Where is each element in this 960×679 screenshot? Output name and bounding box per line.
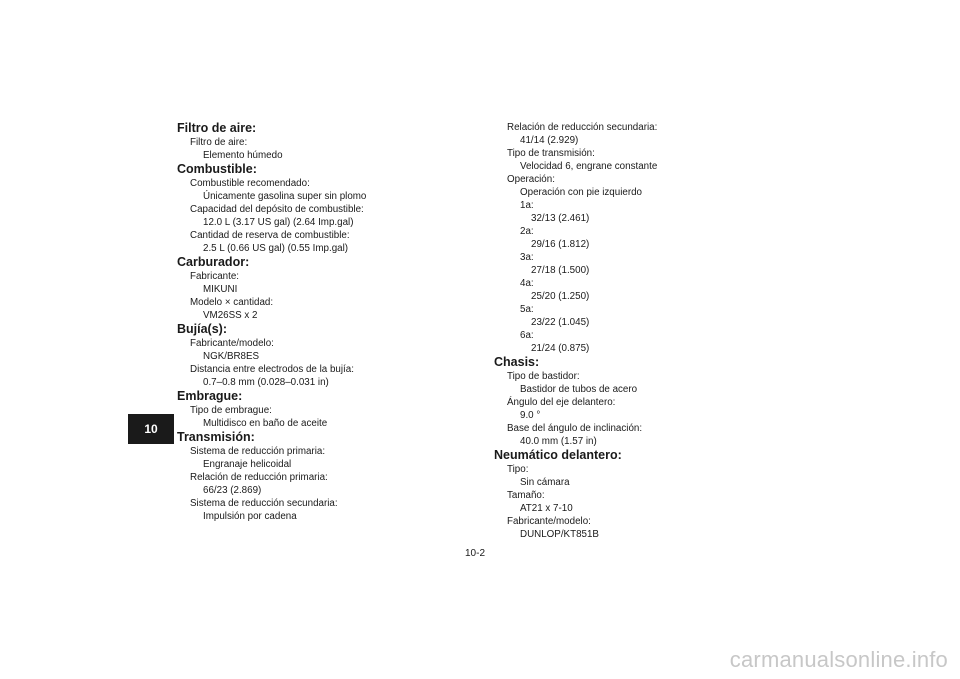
spec-value: 12.0 L (3.17 US gal) (2.64 Imp.gal)	[203, 217, 354, 228]
spec-value: 0.7–0.8 mm (0.028–0.031 in)	[203, 377, 329, 388]
spec-value: Bastidor de tubos de acero	[520, 384, 638, 395]
spec-label: Operación:	[507, 174, 555, 185]
spec-value: Impulsión por cadena	[203, 511, 297, 522]
spec-label: Base del ángulo de inclinación:	[507, 423, 643, 434]
spec-label: Relación de reducción primaria:	[190, 472, 328, 483]
spec-value: 2a:	[520, 226, 534, 237]
watermark: carmanualsonline.info	[729, 647, 948, 672]
spec-label: Tipo:	[507, 464, 529, 475]
section-title: Neumático delantero:	[494, 448, 622, 462]
spec-value: Multidisco en baño de aceite	[203, 418, 328, 429]
spec-label: Cantidad de reserva de combustible:	[190, 230, 350, 241]
spec-value: 5a:	[520, 304, 534, 315]
spec-value: 3a:	[520, 252, 534, 263]
spec-value: 41/14 (2.929)	[520, 135, 579, 146]
spec-label: Sistema de reducción secundaria:	[190, 498, 338, 509]
spec-value: 40.0 mm (1.57 in)	[520, 436, 597, 447]
spec-value: 21/24 (0.875)	[531, 343, 590, 354]
spec-value: 29/16 (1.812)	[531, 239, 590, 250]
spec-label: Fabricante:	[190, 271, 240, 282]
chapter-tab: 10	[128, 414, 174, 444]
spec-value: Engranaje helicoidal	[203, 459, 292, 470]
spec-value: 27/18 (1.500)	[531, 265, 590, 276]
spec-column-right	[494, 121, 774, 541]
spec-label: Relación de reducción secundaria:	[507, 122, 658, 133]
spec-label: Capacidad del depósito de combustible:	[190, 204, 364, 215]
section-title: Filtro de aire:	[177, 121, 257, 135]
spec-label: Fabricante/modelo:	[190, 338, 274, 349]
spec-value: 6a:	[520, 330, 534, 341]
spec-value: Únicamente gasolina super sin plomo	[203, 191, 367, 202]
spec-column-left	[177, 121, 457, 523]
spec-value: 25/20 (1.250)	[531, 291, 590, 302]
spec-label: Sistema de reducción primaria:	[190, 446, 326, 457]
spec-value: 1a:	[520, 200, 534, 211]
spec-label: Tipo de embrague:	[190, 405, 272, 416]
spec-value: 2.5 L (0.66 US gal) (0.55 Imp.gal)	[203, 243, 349, 254]
spec-value: 23/22 (1.045)	[531, 317, 590, 328]
spec-value: Sin cámara	[520, 477, 570, 488]
spec-value: Operación con pie izquierdo	[520, 187, 642, 198]
section-title: Combustible:	[177, 162, 257, 176]
spec-label: Distancia entre electrodos de la bujía:	[190, 364, 354, 375]
spec-label: Modelo × cantidad:	[190, 297, 274, 308]
spec-value: VM26SS x 2	[203, 310, 258, 321]
spec-label: Ángulo del eje delantero:	[507, 397, 616, 408]
spec-label: Fabricante/modelo:	[507, 516, 591, 527]
spec-label: Tamaño:	[507, 490, 545, 501]
spec-label: Tipo de transmisión:	[507, 148, 595, 159]
spec-value: 66/23 (2.869)	[203, 485, 262, 496]
spec-value: DUNLOP/KT851B	[520, 529, 599, 540]
spec-value: Elemento húmedo	[203, 150, 283, 161]
section-title: Transmisión:	[177, 430, 255, 444]
spec-label: Tipo de bastidor:	[507, 371, 580, 382]
spec-value: 32/13 (2.461)	[531, 213, 590, 224]
spec-value: 4a:	[520, 278, 534, 289]
spec-value: Velocidad 6, engrane constante	[520, 161, 658, 172]
spec-value: AT21 x 7-10	[520, 503, 573, 514]
page-number: 10-2	[465, 548, 486, 559]
spec-label: Filtro de aire:	[190, 137, 248, 148]
section-title: Carburador:	[177, 255, 250, 269]
spec-value: 9.0 °	[520, 410, 541, 421]
section-title: Bujía(s):	[177, 322, 227, 336]
section-title: Embrague:	[177, 389, 243, 403]
spec-value: NGK/BR8ES	[203, 351, 260, 362]
spec-label: Combustible recomendado:	[190, 178, 310, 189]
spec-value: MIKUNI	[203, 284, 238, 295]
section-title: Chasis:	[494, 355, 540, 369]
